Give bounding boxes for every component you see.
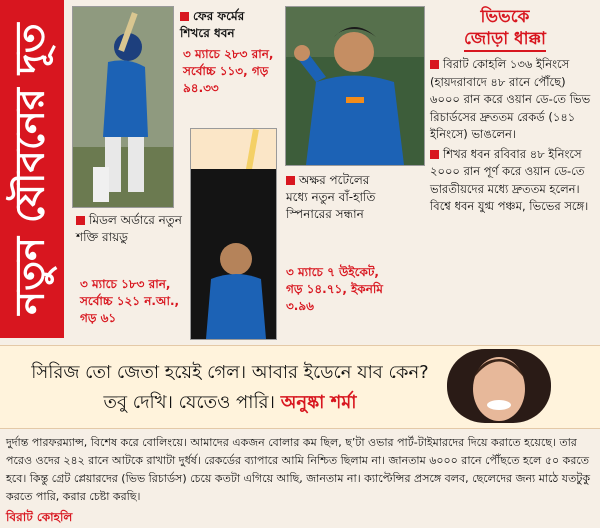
axar-caption: অক্ষর পটেলের মধ্যে নতুন বাঁ-হাতি স্পিনারের সন্ধান xyxy=(286,173,376,221)
rayudu-photo xyxy=(72,6,174,208)
vivek-para-1: বিরাট কোহলি ১৩৬ ইনিংসে (হায়দরাবাদে ৪৮ রানে পৌঁছে) ৬০০০ রান করে ওয়ান ডে-তে ভিভ রিচার্ডসের দ্রুততম রেকর্ড (১৪১ ইনিংসে) ভাঙলেন। xyxy=(430,57,591,141)
dhawan-caption: ফের ফর্মের শিখরে ধবন xyxy=(180,9,245,40)
kohli-statement: দুর্দান্ত পারফরম্যান্স, বিশেষ করে বোলিংয়ে। আমাদের একজন বোলার কম ছিল, ছ’টা ওভার পার্ট-টাইমারদের দিয়ে করাতে হয়েছে। তার পরেও ওদের ২৪২ রানে আটকে রাখাটা দুর্ধর্ষ। রেকর্ডের ব্যাপারে আমি নিশ্চিত ছিলাম না। জানতাম ৬০০০ রানে পৌঁছতে হলে ৫০ করতে হবে। কিন্তু গ্রেট প্লেয়ারদের (ভিভ রিচার্ডস) চেয়ে কতটা এগিয়ে আছি, জানতাম না। ক্যাপ্টেন্সির প্রসঙ্গে বলব, ছেলেদের জন্য মাঠে যতটুকু করতে পারি, করার চেষ্টা করছি। xyxy=(6,436,591,503)
bullet-icon xyxy=(430,60,439,69)
vivek-para-2: শিখর ধবন রবিবার ৪৮ ইনিংসে ২০০০ রান পূর্ণ করে ওয়ান ডে-তে ভারতীয়দের মধ্যে দ্রুততম হলেন। বিশ্বে ধবন যুগ্ম পঞ্চম, ভিভের সঙ্গে। xyxy=(430,146,589,213)
bullet-icon xyxy=(286,176,295,185)
bullet-icon xyxy=(76,216,85,225)
anushka-photo xyxy=(447,349,551,423)
vivek-heading: ভিভকে জোড়া ধাক্কা xyxy=(430,6,580,52)
quote: সিরিজ তো জেতা হয়েই গেল। আবার ইডেনে যাব কেন? তবু দেখি। যেতেও পারি। অনুষ্কা শর্মা xyxy=(31,362,429,413)
quote-speaker: অনুষ্কা শর্মা xyxy=(280,392,357,413)
axar-photo xyxy=(285,6,425,166)
vivek-column xyxy=(430,56,595,218)
bullet-icon xyxy=(180,12,189,21)
rayudu-stats: ৩ ম্যাচে ১৮৩ রান, সর্বোচ্চ ১২১ ন.আ., গড় ৬১ xyxy=(80,277,180,325)
side-title-strip xyxy=(0,0,64,338)
signature: বিরাট কোহলি xyxy=(6,510,73,524)
dhawan-stats: ৩ ম্যাচে ২৮৩ রান, সর্বোচ্চ ১১৩, গড় ৯৪.৩৩ xyxy=(183,47,274,95)
axar-stats: ৩ ম্যাচে ৭ উইকেট, গড় ১৪.৭১, ইকনমি ৩.৯৬ xyxy=(286,265,383,313)
rayudu-caption: মিডল অর্ডারে নতুন শক্তি রায়ডু xyxy=(76,213,182,244)
bullet-icon xyxy=(430,150,439,159)
side-title: নতুন যৌবনের দূত xyxy=(6,23,54,315)
dhawan-photo xyxy=(190,128,277,340)
